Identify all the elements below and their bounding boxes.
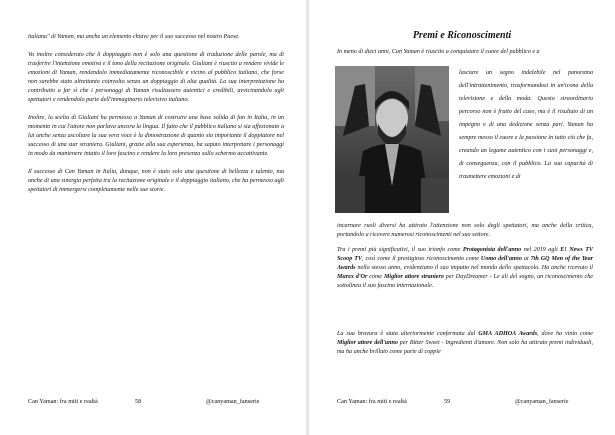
text-run: per DayDreamer - Le ali del sogno, un riconoscimento che sottolinea il suo fascino internazionale. [337,274,593,289]
actor-photo [335,66,449,213]
footer-page-number: 59 [444,398,451,405]
text-run: , dove ha vinto come [537,331,593,337]
section-heading: Premi e Riconoscimenti [412,30,512,41]
footer-book-title: Can Yaman: fra miti e realtà [28,398,98,405]
footer-handle: @canyaman_fanserie [206,398,260,405]
paragraph: Inoltre, la scelta di Giuliani ha permesso a Yaman di costruire una base solida di fan in Italia, in un momento in cui l'attore non parlava ancora la lingua. Il fatto che il pubblico italiano si sia affezionato a lui anche senza ascoltare la sua vera voce è la dimostrazione di quanto sia importante il doppiatore nel successo di una star straniera. Giuliani, grazie alla sua esperienza, ha saputo interpretare i personaggi in modo da mantenere intatto il loro fascino e rendere la loro presenza sullo schermo accattivante. [28,115,284,157]
footer-page-number: 58 [135,398,142,405]
award-name: 7th GQ Men of the Year Awards [337,256,593,271]
text-run: per Bitter Sweet - Ingredienti d'amore. Non solo ha attirato premi individuali, ma ha anche brillato come parte di coppie [337,340,593,355]
text-run: nel 2019 agli [521,247,561,253]
left-page-text [28,33,284,204]
award-name: E! News TV Scoop TV [337,247,594,262]
award-name: Miglior attore dell'anno [337,340,398,346]
text-run: Tra i premi più significativi, il suo trionfo come [337,247,463,253]
award-name: GMA ADHOA Awards [478,331,538,337]
awards-paragraph [337,246,593,291]
footer-handle: @canyaman_fanserie [515,398,569,405]
actor-photo-image [335,66,449,213]
text-run: , così come il prestigioso riconoscimento come [362,256,481,262]
award-name: Miglior attore straniero [383,274,444,280]
left-page [0,0,306,435]
right-page [309,0,615,435]
intro-text: In meno di dieci anni, Can Yaman è riuscito a conquistare il cuore del pubblico e a [337,49,540,55]
award-name: Murex d'Or [337,274,368,280]
award-name: Protagonista dell'anno [462,247,522,253]
footer-book-title: Can Yaman: fra miti e realtà [337,398,407,405]
paragraph: Il successo di Can Yaman in Italia, dunque, non è stato solo una questione di bellezza e talento, ma anche di una sinergia perfetta tra la recitazione originale e il doppiaggio italiano, che ha permesso agli spettatori di immergersi completamente nelle sue storie. [28,169,284,193]
text-run: nello stesso anno, evidenziano il suo impatto nel mondo dello spettacolo. Ha anche ricevuto il [355,265,593,271]
gma-paragraph [337,330,593,357]
text-run: La sua bravura è stata ulteriormente confermata dal [337,331,479,337]
continued-text: incarnare ruoli diversi ha attirato l'attenzione non solo degli spettatori, ma anche della critica, portandolo a ricevere numerosi riconoscimenti nel suo settore. [337,223,593,238]
award-name: Uomo dell'anno [480,256,522,262]
paragraph: Va inoltre considerato che il doppiaggio non è solo una questione di traduzione delle parole, ma di trasferire l'intenzione emotiva e il tono della recitazione originale. Giuliani è riuscito a rendere vivide le emozioni di Yaman, rendendolo immediatamente riconoscibile e vicino al pubblico italiano, che forse non sarebbe stato altrettanto coinvolto senza un doppiaggio di alta qualità. La sua interpretazione ha contribuito a far sì che i personaggi di Yaman risultassero autentici e credibili, avvicinandolo agli spettatori e rendendolo parte dell'immaginario televisivo italiano. [28,52,284,103]
text-run: come [367,274,384,280]
wrapped-text: lasciare un segno indelebile nel panorama dell'intrattenimento, trasformandosi in un'icona della televisione e della moda. Questo straordinario percorso non è frutto del caso, ma è il risultato di un impegno e di una dedizione senza pari. Yaman ha sempre messo il cuore e la passione in tutto ciò che fa, creando un legame autentico con i suoi personaggi e, di conseguenza, con il pubblico. La sua capacità di trasmettere emozioni e di [459,70,593,180]
paragraph: italiana" di Yaman, ma anche un elemento chiave per il suo successo nel nostro Paese. [28,34,240,40]
text-run: ai [521,256,531,262]
